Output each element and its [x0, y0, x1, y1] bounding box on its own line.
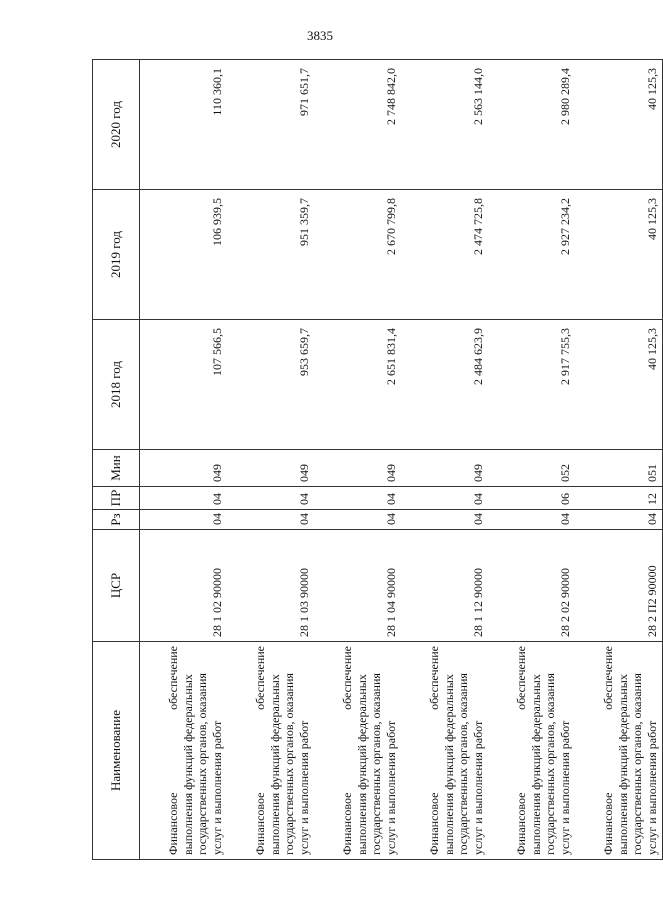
- row-rz: 04: [575, 510, 663, 530]
- header-2019: 2019 год: [93, 190, 140, 320]
- row-min: 049: [401, 450, 488, 487]
- row-rz: 04: [314, 510, 401, 530]
- row-min: 051: [575, 450, 663, 487]
- row-min: 049: [227, 450, 314, 487]
- header-2020: 2020 год: [93, 60, 140, 190]
- row-csr: 28 2 П2 90000: [575, 530, 663, 642]
- row-2020: 2 980 289,4: [488, 60, 575, 190]
- header-rz: Рз: [93, 510, 140, 530]
- name-line: выполнения функций федеральных: [441, 674, 456, 855]
- table-row: [227, 60, 314, 860]
- row-name: [575, 642, 663, 860]
- table-row: [140, 60, 228, 860]
- name-line: Финансовое обеспечение: [340, 646, 354, 855]
- header-csr: ЦСР: [93, 530, 140, 642]
- name-line: Финансовое обеспечение: [514, 646, 528, 855]
- row-pr: 04: [401, 487, 488, 510]
- row-rz: 04: [227, 510, 314, 530]
- name-line: Финансовое обеспечение: [601, 646, 615, 855]
- name-line: выполнения функций федеральных: [615, 674, 630, 855]
- name-line: выполнения функций федеральных: [180, 674, 195, 855]
- row-2019: 40 125,3: [575, 190, 663, 320]
- table-row: [575, 60, 663, 860]
- name-line: выполнения функций федеральных: [528, 674, 543, 855]
- row-2020: 40 125,3: [575, 60, 663, 190]
- name-line: Финансовое обеспечение: [253, 646, 267, 855]
- row-min: 049: [140, 450, 228, 487]
- row-2018: 2 651 831,4: [314, 320, 401, 450]
- name-line: государственных органов, оказания: [456, 673, 470, 855]
- row-name: [227, 642, 314, 860]
- row-csr: 28 1 03 90000: [227, 530, 314, 642]
- row-rz: 04: [401, 510, 488, 530]
- row-name: [140, 642, 228, 860]
- row-csr: 28 1 12 90000: [401, 530, 488, 642]
- name-line: услуг и выполнения работ: [209, 720, 224, 855]
- header-pr: ПР: [93, 487, 140, 510]
- row-2019: 2 474 725,8: [401, 190, 488, 320]
- row-2020: 2 748 842,0: [314, 60, 401, 190]
- name-line: государственных органов, оказания: [630, 673, 644, 855]
- name-line: Финансовое обеспечение: [427, 646, 441, 855]
- row-2020: 2 563 144,0: [401, 60, 488, 190]
- table-row: [488, 60, 575, 860]
- row-min: 052: [488, 450, 575, 487]
- name-line: государственных органов, оказания: [543, 673, 557, 855]
- row-pr: 06: [488, 487, 575, 510]
- name-line: услуг и выполнения работ: [644, 720, 659, 855]
- header-2018: 2018 год: [93, 320, 140, 450]
- row-2018: 2 484 623,9: [401, 320, 488, 450]
- row-2018: 2 917 755,3: [488, 320, 575, 450]
- row-pr: 04: [140, 487, 228, 510]
- row-2018: 953 659,7: [227, 320, 314, 450]
- row-2018: 107 566,5: [140, 320, 228, 450]
- row-csr: 28 1 04 90000: [314, 530, 401, 642]
- row-pr: 04: [314, 487, 401, 510]
- row-2020: 110 360,1: [140, 60, 228, 190]
- name-line: услуг и выполнения работ: [383, 720, 398, 855]
- budget-table: [92, 59, 663, 860]
- row-name: [314, 642, 401, 860]
- row-pr: 12: [575, 487, 663, 510]
- row-rz: 04: [488, 510, 575, 530]
- name-line: Финансовое обеспечение: [166, 646, 180, 855]
- row-rz: 04: [140, 510, 228, 530]
- name-line: государственных органов, оказания: [369, 673, 383, 855]
- name-line: услуг и выполнения работ: [557, 720, 572, 855]
- row-pr: 04: [227, 487, 314, 510]
- row-min: 049: [314, 450, 401, 487]
- header-name: Наименование: [93, 642, 140, 860]
- name-line: выполнения функций федеральных: [354, 674, 369, 855]
- table-row: [314, 60, 401, 860]
- row-name: [488, 642, 575, 860]
- table-header-row: [93, 60, 140, 860]
- name-line: государственных органов, оказания: [282, 673, 296, 855]
- row-name: [401, 642, 488, 860]
- name-line: услуг и выполнения работ: [296, 720, 311, 855]
- row-2019: 951 359,7: [227, 190, 314, 320]
- row-2020: 971 651,7: [227, 60, 314, 190]
- row-csr: 28 2 02 90000: [488, 530, 575, 642]
- table-row: [401, 60, 488, 860]
- row-2019: 2 670 799,8: [314, 190, 401, 320]
- rotated-table-wrapper: [92, 60, 659, 860]
- name-line: государственных органов, оказания: [195, 673, 209, 855]
- header-min: Мин: [93, 450, 140, 487]
- name-line: выполнения функций федеральных: [267, 674, 282, 855]
- row-2018: 40 125,3: [575, 320, 663, 450]
- row-2019: 2 927 234,2: [488, 190, 575, 320]
- name-line: услуг и выполнения работ: [470, 720, 485, 855]
- page-number: 3835: [307, 28, 333, 43]
- row-2019: 106 939,5: [140, 190, 228, 320]
- row-csr: 28 1 02 90000: [140, 530, 228, 642]
